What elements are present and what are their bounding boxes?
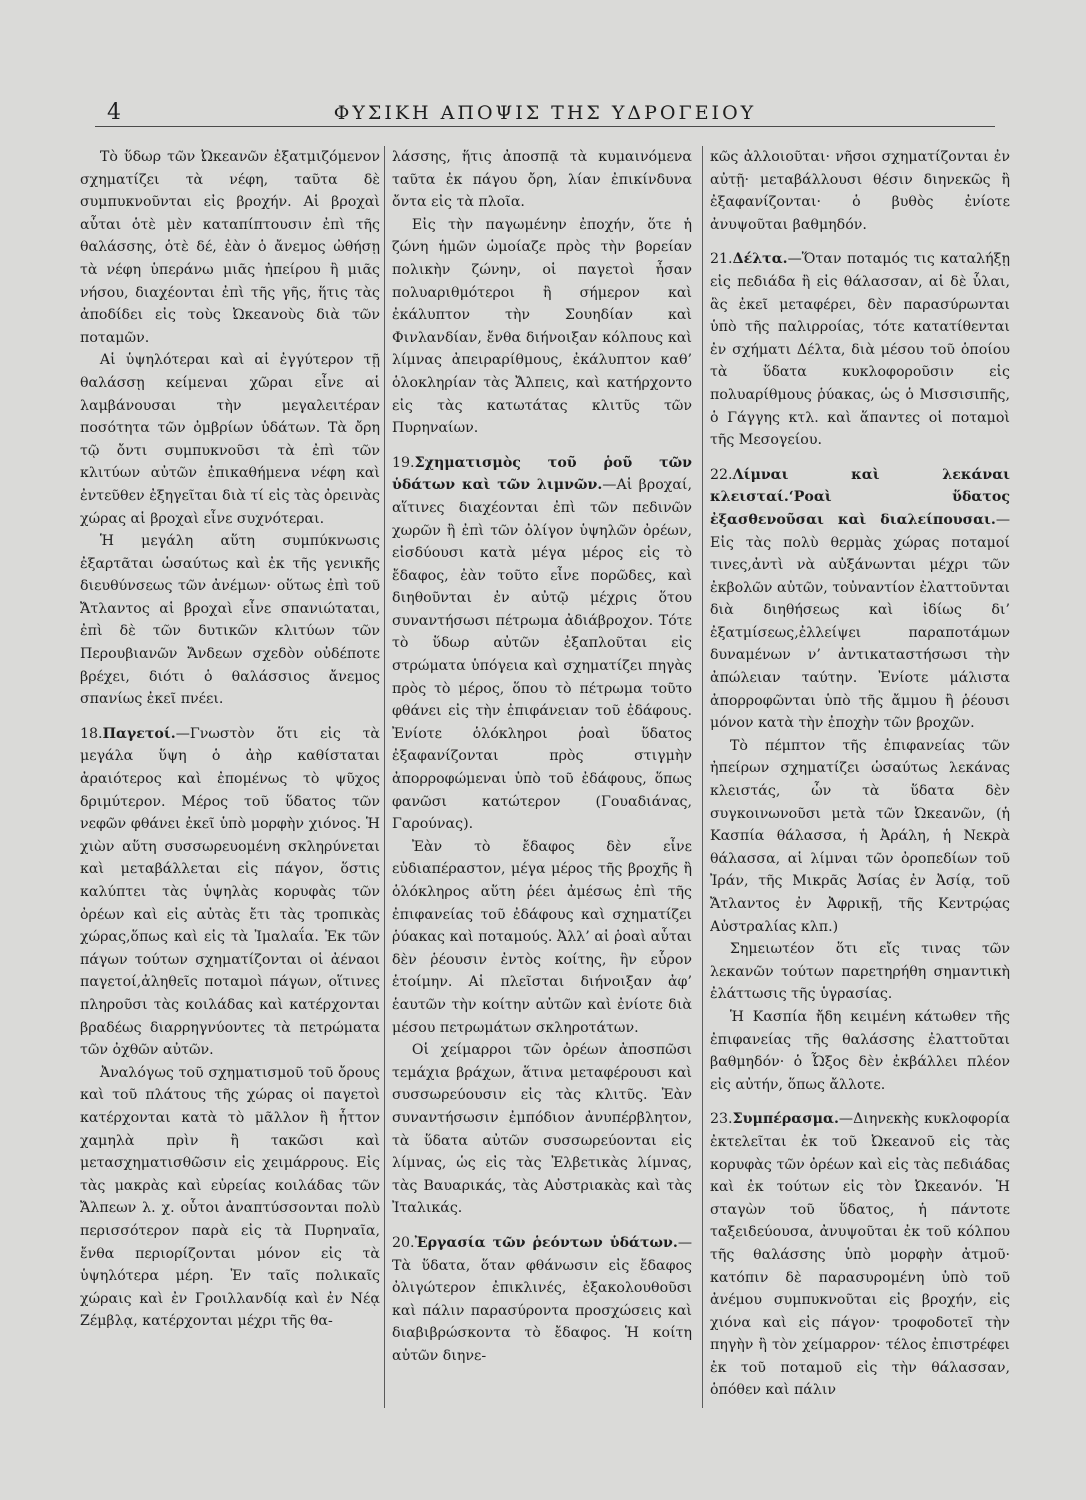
section-21 [710, 248, 1010, 451]
section-20 [392, 1232, 692, 1368]
paragraph: Σημειωτέον ὅτι εἴς τινας τῶν λεκανῶν τούτων παρετηρήθη σημαντικὴ ἐλάττωσις τῆς ὑγρασίας. [710, 941, 1010, 1003]
paragraph: Τὸ ὕδωρ τῶν Ὠκεανῶν ἐξατμιζόμενον σχηματίζει τὰ νέφη, ταῦτα δὲ συμπυκνοῦνται εἰς βροχήν. Αἱ βροχαὶ αὗται ὁτὲ μὲν καταπίπτουσιν ἐπὶ τῆς θαλάσσης, ὁτὲ δέ, ἐὰν ὁ ἄνεμος ὠθήσῃ τὰ νέφη ὑπεράνω μιᾶς ἠπείρου ἢ μιᾶς νήσου, διαχέονται ἐπὶ τῆς γῆς, ἥτις τὰς ἀποδίδει εἰς τοὺς Ὠκεανοὺς διὰ τῶν ποταμῶν. [80, 149, 380, 346]
paragraph: κῶς ἀλλοιοῦται· νῆσοι σχηματίζονται ἐν αὐτῇ· μεταβάλλουσι θέσιν διηνεκῶς ἢ ἐξαφανίζονται· ὁ βυθὸς ἐνίοτε ἀνυψοῦται βαθμηδόν. [710, 149, 1010, 233]
section-text: —Ὅταν ποταμός τις καταλήξῃ εἰς πεδιάδα ἢ εἰς θάλασσαν, αἱ δὲ ὗλαι, ἃς ἐκεῖ μεταφέρει, δὲν παρασύρωνται ὑπὸ τῆς παλιρροίας, τότε κατατίθενται ἐν σχήματι Δέλτα, διὰ μέσου τοῦ ὁποίου τὰ ὕδατα κυκλοφοροῦσιν εἰς πολυαρίθμους ῥύακας, ὡς ὁ Μισσισιπῆς, ὁ Γάγγης κτλ. καὶ ἅπαντες οἱ ποταμοὶ τῆς Μεσογείου. [710, 251, 1010, 449]
text-column-2 [392, 146, 692, 1411]
paragraph [710, 464, 1010, 735]
section-23 [710, 1108, 1010, 1402]
section-heading: Δέλτα. [732, 251, 788, 268]
paragraph: λάσσης, ἥτις ἀποσπᾷ τὰ κυμαινόμενα ταῦτα ἐκ πάγου ὄρη, λίαν ἐπικίνδυνα ὄντα εἰς τὰ πλοῖα. [392, 149, 692, 211]
text-column-3 [710, 146, 1010, 1411]
paragraph [710, 248, 1010, 451]
paragraph: Ἀναλόγως τοῦ σχηματισμοῦ τοῦ ὄρους καὶ τοῦ πλάτους τῆς χώρας οἱ παγετοὶ κατέρχονται κατὰ τὸ μᾶλλον ἢ ἧττον χαμηλὰ πρὶν ἢ τακῶσι καὶ μετασχηματισθῶσιν εἰς χειμάρρους. Εἰς τὰς μακρὰς καὶ εὐρείας κοιλάδας τῶν Ἄλπεων λ. χ. οὗτοι ἀναπτύσσονται πολὺ περισσότερον παρὰ εἰς τὰ Πυρηναῖα, ἔνθα περιορίζονται μόνον εἰς τὰ ὑψηλότερα μέρη. Ἐν ταῖς πολικαῖς χώραις καὶ ἐν Γροιλλανδίᾳ καὶ ἐν Νέᾳ Ζέμβλᾳ, κατέρχονται μέχρι τῆς θα- [80, 1064, 380, 1330]
section-heading: Παγετοί. [102, 725, 176, 742]
section-text: —Εἰς τὰς πολὺ θερμὰς χώρας ποταμοί τινες,ἀντὶ νὰ αὐξάνωνται μέχρι τῶν ἐκβολῶν αὐτῶν, τοὐναντίον ἐλαττοῦνται διὰ διηθήσεως καὶ ἰδίως δι’ ἐξατμίσεως,ἐλλείψει παραποτάμων δυναμένων ν’ ἀντικαταστήσωσι τὴν ἀπώλειαν ταύτην. Ἐνίοτε μάλιστα ἀπορροφῶνται ὑπὸ τῆς ἄμμου ἢ ῥέουσι μόνον κατὰ τὴν ἐποχὴν τῶν βροχῶν. [710, 511, 1010, 732]
section-19 [392, 452, 692, 1220]
section-heading: Λίμναι καὶ λεκάναι κλεισταί.‘Ροαὶ ὕδατος ἐξασθενοῦσαι καὶ διαλείπουσαι. [710, 466, 1010, 528]
paragraph: Οἱ χείμαρροι τῶν ὀρέων ἀποσπῶσι τεμάχια βράχων, ἅτινα μεταφέρουσι καὶ συσσωρεύουσιν εἰς τὰς κλιτῦς. Ἐὰν συναντήσωσιν ἐμπόδιον ἀνυπέρβλητον, τὰ ὕδατα αὐτῶν συσσωρεύονται εἰς λίμνας, ὡς εἰς τὰς Ἐλβετικὰς λίμνας, τὰς Βαυαρικάς, τὰς Αὐστριακὰς καὶ τὰς Ἰταλικάς. [392, 1042, 692, 1217]
paragraph: Ἡ μεγάλη αὕτη συμπύκνωσις ἐξαρτᾶται ὡσαύτως καὶ ἐκ τῆς γενικῆς διευθύνσεως τῶν ἀνέμων· οὕτως ἐπὶ τοῦ Ἄτλαντος αἱ βροχαὶ εἶνε σπανιώταται, ἐπὶ δὲ τῶν δυτικῶν κλιτύων τῶν Περουβιανῶν Ἄνδεων σχεδὸν οὐδέποτε βρέχει, διότι ὁ θαλάσσιος ἄνεμος σπανίως ἐκεῖ πνέει. [80, 533, 380, 708]
section-text: —Γνωστὸν ὅτι εἰς τὰ μεγάλα ὕψη ὁ ἀὴρ καθίσταται ἀραιότερος καὶ ἐπομένως τὸ ψῦχος δριμύτερον. Μέρος τοῦ ὕδατος τῶν νεφῶν φθάνει ἐκεῖ ὑπὸ μορφὴν χιόνος. Ἡ χιὼν αὕτη συσσωρευομένη σκληρύνεται καὶ μεταβάλλεται εἰς πάγον, ὅστις καλύπτει τὰς ὑψηλὰς κορυφὰς τῶν ὀρέων καὶ εἰς αὐτὰς ἔτι τὰς τροπικὰς χώρας,ὅπως καὶ εἰς τὰ Ἰμαλαΐα. Ἐκ τῶν πάγων τούτων σχηματίζονται οἱ ἀέναοι παγετοί,ἀληθεῖς ποταμοὶ πάγων, οἵτινες πληροῦσι τὰς κοιλάδας καὶ κατέρχονται βραδέως διαρρηγνύοντες τὰ πετρώματα τῶν ὀχθῶν αὐτῶν. [80, 725, 380, 1059]
paragraph: Αἱ ὑψηλότεραι καὶ αἱ ἐγγύτερον τῇ θαλάσσῃ κείμεναι χῶραι εἶνε αἱ λαμβάνουσαι τὴν μεγαλειτέραν ποσότητα τῶν ὀμβρίων ὑδάτων. Τὰ ὄρη τῷ ὄντι συμπυκνοῦσι τὰ ἐπὶ τῶν κλιτύων αὐτῶν ἐπικαθήμενα νέφη καὶ ἐντεῦθεν ἐξηγεῖται διὰ τί εἰς τὰς ὀρεινὰς χώρας αἱ βροχαὶ εἶνε συχνότεραι. [80, 352, 380, 527]
section-text: —Αἱ βροχαί, αἵτινες διαχέονται ἐπὶ τῶν πεδινῶν χωρῶν ἢ ἐπὶ τῶν ὀλίγον ὑψηλῶν ὀρέων, εἰσδύουσι κατὰ μέγα μέρος εἰς τὸ ἔδαφος, ἐὰν τοῦτο εἶνε πορῶδες, καὶ διηθοῦνται ἐν αὐτῷ μέχρις ὅτου συναντήσωσι πέτρωμα ἀδιάβροχον. Τότε τὸ ὕδωρ αὐτῶν ἐξαπλοῦται εἰς στρώματα ὑπόγεια καὶ σχηματίζει πηγὰς πρὸς τὸ μέρος, ὅπου τὸ πέτρωμα τοῦτο φθάνει εἰς τὴν ἐπιφάνειαν τοῦ ἐδάφους. Ἐνίοτε ὁλόκληροι ῥοαὶ ὕδατος ἐξαφανίζονται πρὸς στιγμὴν ἀπορροφώμεναι ὑπὸ τοῦ ἐδάφους, ὅπως φανῶσι κατώτερον (Γουαδιάνας, Γαρούνας). [392, 477, 692, 833]
paragraph [392, 1232, 692, 1368]
section-text: —Διηνεκὴς κυκλοφορία ἐκτελεῖται ἐκ τοῦ Ὠκεανοῦ εἰς τὰς κορυφὰς τῶν ὀρέων καὶ εἰς τὰς πεδιάδας καὶ ἐκ τούτων εἰς τὸν Ὠκεανόν. Ἡ σταγὼν τοῦ ὕδατος, ἡ πάντοτε ταξειδεύουσα, ἀνυψοῦται ἐκ τοῦ κόλπου τῆς θαλάσσης ὑπὸ μορφὴν ἀτμοῦ· κατόπιν δὲ παρασυρομένη ὑπὸ τοῦ ἀνέμου συμπυκνοῦται εἰς βροχήν, εἰς χιόνα καὶ εἰς πάγον· τροφοδοτεῖ τὴν πηγὴν ἢ τὸν χείμαρρον· τέλος ἐπιστρέφει ἐκ τοῦ ποταμοῦ εἰς τὴν θάλασσαν, ὁπόθεν καὶ πάλιν [710, 1111, 1010, 1399]
section-heading: Σχηματισμὸς τοῦ ῥοῦ τῶν ὑδάτων καὶ τῶν λιμνῶν. [392, 454, 692, 494]
running-title: ΦΥΣΙΚΗ ΑΠΟΨΙΣ ΤΗΣ ΥΔΡΟΓΕΙΟΥ [333, 102, 757, 124]
section-18 [80, 723, 380, 1333]
section-number: 21. [710, 251, 733, 268]
column-divider [384, 146, 385, 1408]
paragraph: Ἐὰν τὸ ἔδαφος δὲν εἶνε εὐδιαπέραστον, μέγα μέρος τῆς βροχῆς ἢ ὁλόκληρος αὕτη ῥέει ἀμέσως ἐπὶ τῆς ἐπιφανείας τοῦ ἐδάφους καὶ σχηματίζει ῥύακας καὶ ποταμούς. Ἀλλ’ αἱ ῥοαὶ αὗται δὲν ῥέουσιν ἐντὸς κοίτης, ἣν εὗρον ἑτοίμην. Αἱ πλεῖσται διήνοιξαν ἀφ’ ἑαυτῶν τὴν κοίτην αὐτῶν καὶ ἐνίοτε διὰ μέσου πετρωμάτων σκληροτάτων. [392, 838, 692, 1036]
section-text: —Τὰ ὕδατα, ὅταν φθάνωσιν εἰς ἔδαφος ὀλιγώτερον ἐπικλινές, ἐξακολουθοῦσι καὶ πάλιν παρασύροντα προσχώσεις καὶ διαβιβρώσκοντα τὸ ἔδαφος. Ἡ κοίτη αὐτῶν διηνε- [392, 1234, 692, 1364]
section-number: 19. [392, 454, 415, 471]
text-column-1 [80, 146, 380, 1411]
paragraph [710, 1108, 1010, 1402]
paragraph [392, 452, 692, 836]
section-number: 23. [710, 1111, 733, 1128]
section-number: 22. [710, 466, 733, 483]
section-heading: Συμπέρασμα. [732, 1111, 839, 1128]
column-divider [702, 146, 703, 1408]
paragraph: Τὸ πέμπτον τῆς ἐπιφανείας τῶν ἠπείρων σχηματίζει ὡσαύτως λεκάνας κλειστάς, ὧν τὰ ὕδατα δὲν συγκοινωνοῦσι μετὰ τῶν Ὠκεανῶν, (ἡ Κασπία θάλασσα, ἡ Ἀράλη, ἡ Νεκρὰ θάλασσα, αἱ λίμναι τῶν ὀροπεδίων τοῦ Ἰράν, τῆς Μικρᾶς Ἀσίας ἐν Ἀσίᾳ, τοῦ Ἄτλαντος ἐν Ἀφρικῇ, τῆς Κεντρῴας Αὐστραλίας κλπ.) [710, 737, 1010, 935]
section-number: 18. [80, 725, 103, 742]
paragraph: Εἰς τὴν παγωμένην ἐποχήν, ὅτε ἡ ζώνη ἡμῶν ὡμοίαζε πρὸς τὴν βορείαν πολικὴν ζώνην, οἱ παγετοὶ ἦσαν πολυαριθμότεροι ἢ σήμερον καὶ ἐκάλυπτον τὴν Σουηδίαν καὶ Φινλανδίαν, ἔνθα διήνοιξαν κόλπους καὶ λίμνας ἀπειραρίθμους, ἐκάλυπτον καθ’ ὁλοκληρίαν τὰς Ἄλπεις, καὶ κατήρχοντο εἰς τὰς κατωτάτας κλιτῦς τῶν Πυρηναίων. [392, 216, 692, 437]
paragraph: Ἡ Κασπία ἤδη κειμένη κάτωθεν τῆς ἐπιφανείας τῆς θαλάσσης ἐλαττοῦται βαθμηδόν· ὁ Ὦξος δὲν ἐκβάλλει πλέον εἰς αὐτήν, ὅπως ἄλλοτε. [710, 1008, 1010, 1093]
header-rule [95, 126, 995, 127]
page-number: 4 [107, 100, 122, 125]
paragraph [80, 723, 380, 1062]
section-number: 20. [392, 1234, 415, 1251]
section-22 [710, 464, 1010, 1097]
section-heading: Ἐργασία τῶν ῥεόντων ὑδάτων. [414, 1234, 678, 1251]
